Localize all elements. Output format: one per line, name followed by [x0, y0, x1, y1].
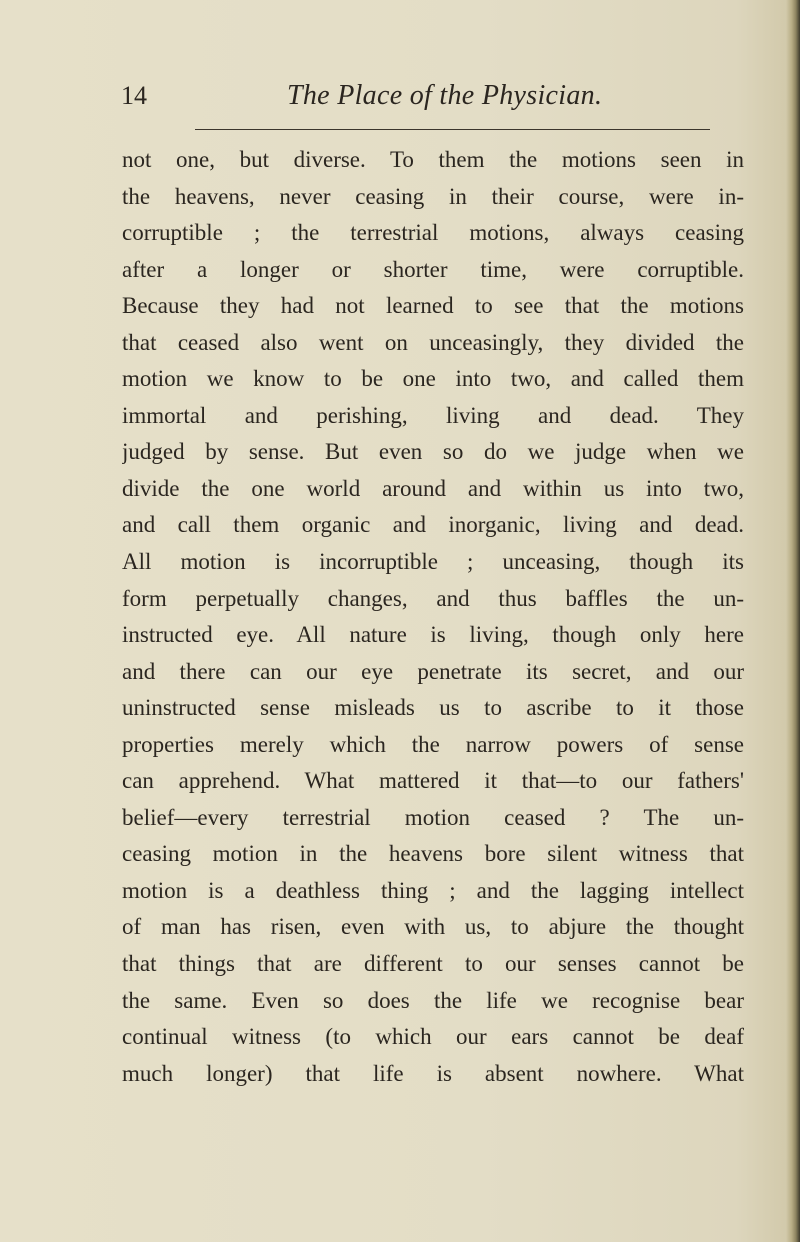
text-line: instructed eye. All nature is living, though only here: [122, 622, 744, 648]
text-line: judged by sense. But even so do we judge when we: [122, 439, 744, 465]
text-line: the same. Even so does the life we recognise bear: [122, 987, 744, 1013]
text-line: after a longer or shorter time, were corruptible.: [122, 256, 744, 282]
text-line: the heavens, never ceasing in their course, were in-: [122, 183, 744, 209]
page-number: 14: [121, 81, 147, 110]
page-edge-shadow: [786, 0, 800, 1242]
text-line: motion is a deathless thing ; and the lagging intellect: [122, 877, 744, 903]
text-line: continual witness (to which our ears cannot be deaf: [122, 1024, 744, 1050]
text-line: not one, but diverse. To them the motions seen in: [122, 147, 744, 172]
text-line: that ceased also went on unceasingly, they divided the: [122, 329, 744, 355]
text-line: that things that are different to our senses cannot be: [122, 951, 744, 977]
text-line: Because they had not learned to see that the motions: [122, 293, 744, 319]
text-line: and call them organic and inorganic, living and dead.: [122, 512, 744, 538]
text-line: corruptible ; the terrestrial motions, always ceasing: [122, 220, 744, 246]
body-text: [122, 142, 744, 1092]
text-line: immortal and perishing, living and dead. They: [122, 402, 744, 428]
running-head: [121, 76, 741, 124]
running-title: The Place of the Physician.: [287, 80, 603, 111]
text-line: can apprehend. What mattered it that—to our fathers': [122, 768, 744, 794]
text-line: uninstructed sense misleads us to ascribe to it those: [122, 695, 744, 721]
text-line: and there can our eye penetrate its secret, and our: [122, 658, 744, 684]
text-line: motion we know to be one into two, and called them: [122, 366, 744, 392]
text-line: divide the one world around and within us into two,: [122, 475, 744, 501]
text-line: All motion is incorruptible ; unceasing, though its: [122, 549, 744, 575]
text-line: of man has risen, even with us, to abjure the thought: [122, 914, 744, 940]
text-line: belief—every terrestrial motion ceased ? The un-: [122, 804, 744, 830]
text-line: form perpetually changes, and thus baffles the un-: [122, 585, 744, 611]
header-rule: [195, 129, 710, 130]
text-line: much longer) that life is absent nowhere. What: [122, 1060, 744, 1086]
text-line: ceasing motion in the heavens bore silent witness that: [122, 841, 744, 867]
text-line: properties merely which the narrow powers of sense: [122, 731, 744, 757]
